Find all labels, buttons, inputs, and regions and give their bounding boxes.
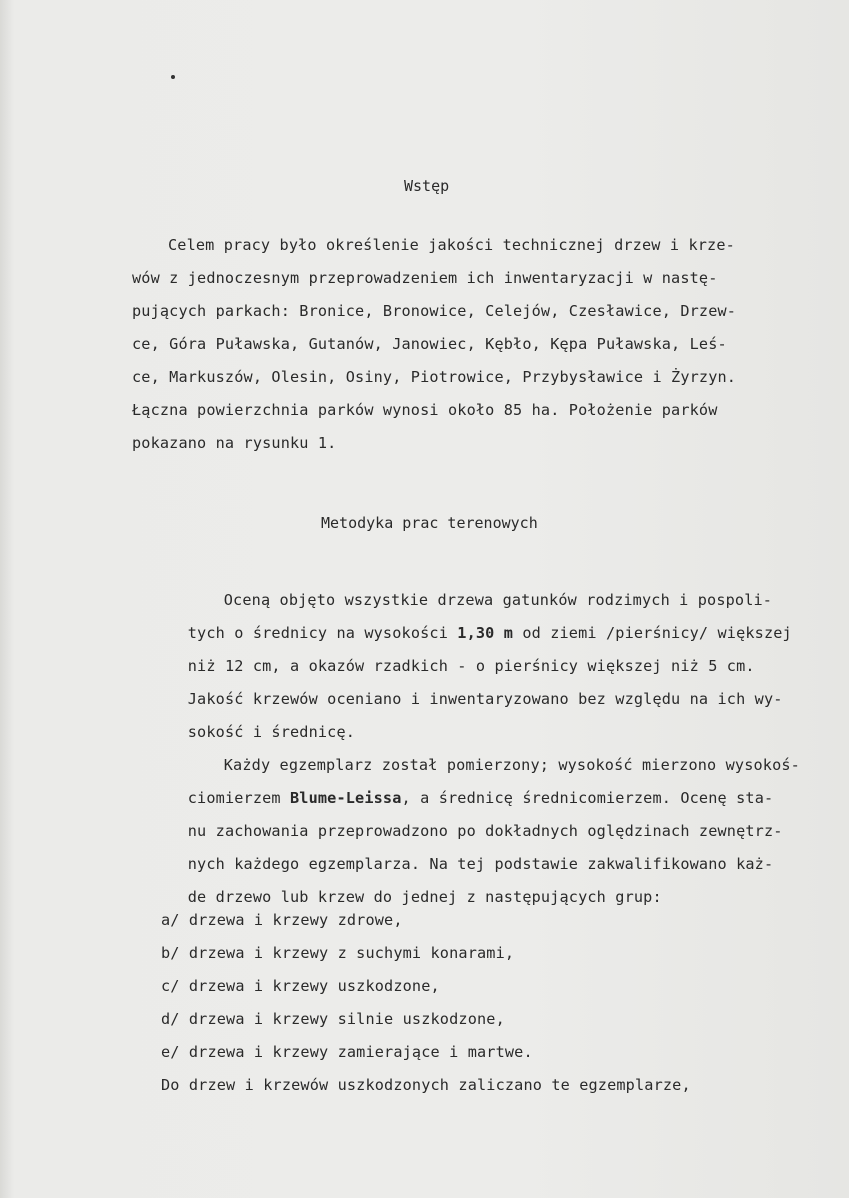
text-segment: nu zachowania przeprowadzono po dokładnych oględzinach zewnętrz- [187, 822, 783, 840]
instrument-name: Blume-Leissa [290, 789, 402, 807]
list-item: a/ drzewa i krzewy zdrowe, [161, 911, 403, 929]
section-heading-methods: Metodyka prac terenowych [321, 514, 538, 532]
height-measure: 1,30 m [457, 624, 514, 642]
text-segment: niż 12 cm, a okazów rzadkich - o pierśnicy większej niż 5 cm. [187, 657, 755, 675]
list-item: c/ drzewa i krzewy uszkodzone, [161, 977, 440, 995]
closing-line: Do drzew i krzewów uszkodzonych zaliczano te egzemplarze, [161, 1076, 691, 1094]
section-heading-intro: Wstęp [404, 177, 450, 195]
list-item: b/ drzewa i krzewy z suchymi konarami, [161, 944, 515, 962]
text-line: Łączna powierzchnia parków wynosi około 85 ha. Położenie parków [132, 401, 718, 419]
text-segment: , a średnicę średnicomierzem. Ocenę sta- [401, 789, 774, 807]
text-line: Celem pracy było określenie jakości technicznej drzew i krze- [168, 236, 735, 254]
text-line: ce, Markuszów, Olesin, Osiny, Piotrowice, Przybysławice i Żyrzyn. [132, 368, 737, 386]
text-segment: Każdy egzemplarz został pomierzony; wysokość mierzono wysokoś- [223, 756, 800, 774]
text-segment: od ziemi /pierśnicy/ większej [513, 624, 792, 642]
text-segment: tych o średnicy na wysokości [187, 624, 458, 642]
text-segment: ciomierzem [187, 789, 290, 807]
text-segment: Oceną objęto wszystkie drzewa gatunków rodzimych i pospoli- [223, 591, 773, 609]
text-segment: Jakość krzewów oceniano i inwentaryzowano bez względu na ich wy- [187, 690, 783, 708]
text-line: wów z jednoczesnym przeprowadzeniem ich inwentaryzacji w nastę- [132, 269, 718, 287]
text-segment: nych każdego egzemplarza. Na tej podstawie zakwalifikowano każ- [187, 855, 774, 873]
text-line: ce, Góra Puławska, Gutanów, Janowiec, Kębło, Kępa Puławska, Leś- [132, 335, 727, 353]
list-item: e/ drzewa i krzewy zamierające i martwe. [161, 1043, 533, 1061]
list-item: d/ drzewa i krzewy silnie uszkodzone, [161, 1010, 505, 1028]
text-segment: sokość i średnicę. [187, 723, 356, 741]
text-segment: de drzewo lub krzew do jednej z następujących grup: [187, 888, 662, 906]
text-line: pujących parkach: Bronice, Bronowice, Celejów, Czesławice, Drzew- [132, 302, 737, 320]
page-speck [171, 75, 175, 79]
text-line: pokazano na rysunku 1. [132, 434, 337, 452]
